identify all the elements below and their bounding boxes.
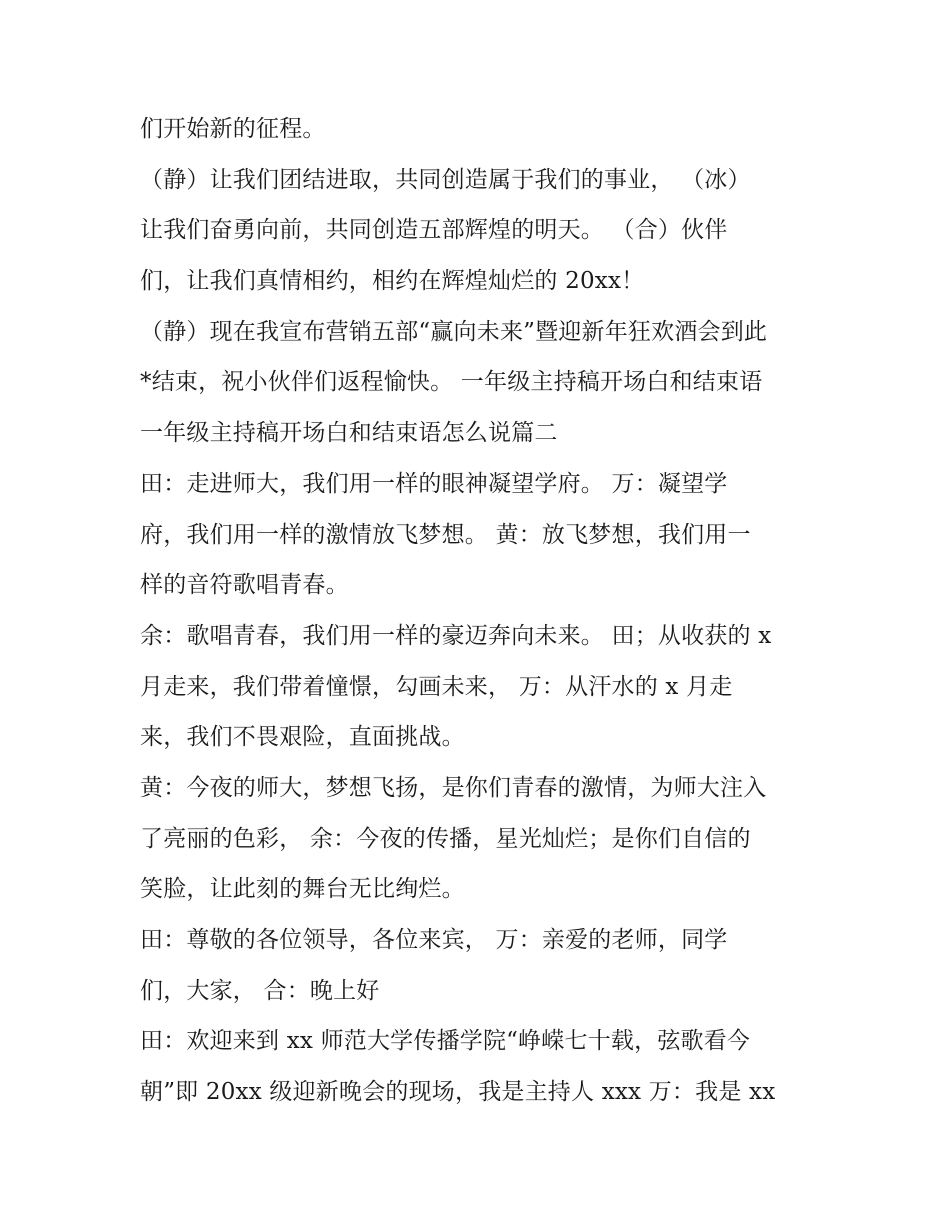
text-line: （静）现在我宣布营销五部“赢向未来”暨迎新年狂欢酒会到此: [140, 318, 768, 345]
text-line: 田：尊敬的各位领导，各位来宾， 万：亲爱的老师，同学: [140, 927, 728, 953]
text-line: 们，让我们真情相约，相约在辉煌灿烂的 20xx！: [140, 268, 645, 295]
text-line: 月走来，我们带着憧憬，勾画未来， 万：从汗水的 x 月走: [140, 673, 733, 700]
text-line: *结束，祝小伙伴们返程愉快。 一年级主持稿开场白和结束语: [140, 369, 763, 396]
text-line: 来，我们不畏艰险，直面挑战。: [140, 724, 465, 751]
text-line: 府，我们用一样的激情放飞梦想。 黄：放飞梦想，我们用一: [140, 521, 751, 548]
text-line: 们，大家， 合：晚上好: [140, 977, 380, 1004]
text-line: 笑脸，让此刻的舞台无比绚烂。: [140, 876, 465, 903]
text-line: 样的音符歌唱青春。: [140, 572, 349, 599]
document-body: [140, 104, 830, 1118]
text-line: 了亮丽的色彩， 余：今夜的传播，星光灿烂；是你们自信的: [140, 825, 751, 852]
text-line: 朝”即 20xx 级迎新晚会的现场，我是主持人 xxx 万：我是 xx: [140, 1079, 776, 1106]
text-line: 们开始新的征程。: [140, 116, 326, 142]
text-line: 田：欢迎来到 xx 师范大学传播学院“峥嵘七十载，弦歌看今: [140, 1028, 751, 1055]
text-line: 黄：今夜的师大，梦想飞扬，是你们青春的激情，为师大注入: [140, 774, 767, 801]
section-heading: 一年级主持稿开场白和结束语怎么说篇二: [140, 420, 558, 447]
text-line: 余：歌唱青春，我们用一样的豪迈奔向未来。 田；从收获的 x: [140, 622, 772, 649]
text-line: 田：走进师大，我们用一样的眼神凝望学府。 万：凝望学: [140, 470, 728, 497]
text-line: 让我们奋勇向前，共同创造五部辉煌的明天。 （合）伙伴: [140, 217, 728, 244]
text-line: （静）让我们团结进取，共同创造属于我们的事业， （冰）: [140, 166, 751, 193]
